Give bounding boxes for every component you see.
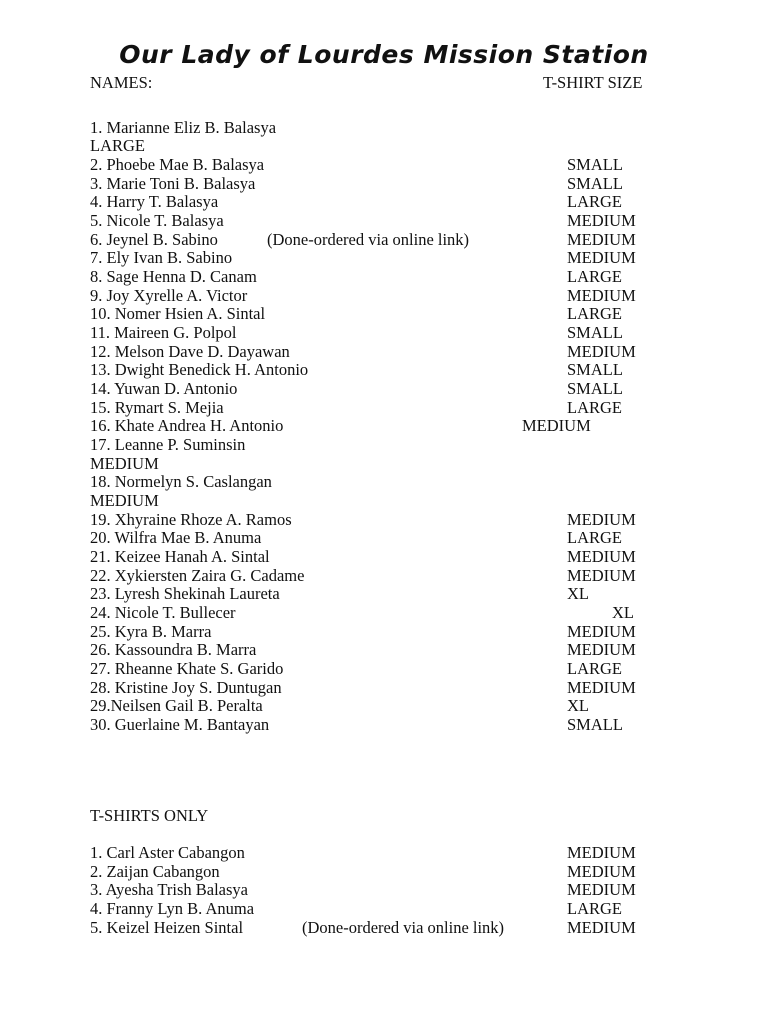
- roster-size: MEDIUM: [567, 640, 636, 659]
- roster-name: 18. Normelyn S. Caslangan: [90, 472, 272, 491]
- roster-size: LARGE: [90, 136, 145, 155]
- roster-size: MEDIUM: [567, 622, 636, 641]
- tshirt-size: MEDIUM: [567, 918, 636, 937]
- roster-size: SMALL: [567, 155, 623, 174]
- tshirt-size: MEDIUM: [567, 862, 636, 881]
- roster-name: 7. Ely Ivan B. Sabino: [90, 248, 233, 267]
- roster-size: MEDIUM: [90, 454, 159, 473]
- roster-size: MEDIUM: [567, 230, 636, 249]
- roster-size: LARGE: [567, 659, 622, 678]
- tshirt-name: 5. Keizel Heizen Sintal: [90, 918, 244, 937]
- roster-size: MEDIUM: [567, 566, 636, 585]
- roster-name: 25. Kyra B. Marra: [90, 622, 212, 641]
- roster-size: MEDIUM: [567, 510, 636, 529]
- roster-name: 26. Kassoundra B. Marra: [90, 640, 257, 659]
- roster-size: SMALL: [567, 379, 623, 398]
- roster-name: 30. Guerlaine M. Bantayan: [90, 715, 270, 734]
- roster-name: 27. Rheanne Khate S. Garido: [90, 659, 284, 678]
- tshirts-only-heading: T-SHIRTS ONLY: [90, 806, 209, 825]
- roster-name: 13. Dwight Benedick H. Antonio: [90, 360, 309, 379]
- roster-name: 2. Phoebe Mae B. Balasya: [90, 155, 265, 174]
- roster-name: 4. Harry T. Balasya: [90, 192, 219, 211]
- roster-name: 8. Sage Henna D. Canam: [90, 267, 257, 286]
- roster-name: 19. Xhyraine Rhoze A. Ramos: [90, 510, 292, 529]
- roster-name: 10. Nomer Hsien A. Sintal: [90, 304, 266, 323]
- roster-name: 17. Leanne P. Suminsin: [90, 435, 246, 454]
- roster-size: MEDIUM: [567, 547, 636, 566]
- roster-name: 11. Maireen G. Polpol: [90, 323, 237, 342]
- roster-name: 5. Nicole T. Balasya: [90, 211, 224, 230]
- roster-size: MEDIUM: [567, 342, 636, 361]
- roster-size: SMALL: [567, 174, 623, 193]
- roster-size: LARGE: [567, 528, 622, 547]
- roster-name: 22. Xykiersten Zaira G. Cadame: [90, 566, 305, 585]
- roster-name: 28. Kristine Joy S. Duntugan: [90, 678, 282, 697]
- roster-name: 15. Rymart S. Mejia: [90, 398, 224, 417]
- roster-name: 29.Neilsen Gail B. Peralta: [90, 696, 263, 715]
- tshirt-name: 1. Carl Aster Cabangon: [90, 843, 245, 862]
- roster-size: LARGE: [567, 267, 622, 286]
- roster-size: SMALL: [567, 323, 623, 342]
- roster-name: 12. Melson Dave D. Dayawan: [90, 342, 290, 361]
- roster-name: 9. Joy Xyrelle A. Victor: [90, 286, 248, 305]
- roster-name: 14. Yuwan D. Antonio: [90, 379, 238, 398]
- roster-size: SMALL: [567, 715, 623, 734]
- roster-size: LARGE: [567, 192, 622, 211]
- size-column-header: T-SHIRT SIZE: [543, 73, 643, 92]
- roster-name: 20. Wilfra Mae B. Anuma: [90, 528, 262, 547]
- roster-size: LARGE: [567, 398, 622, 417]
- roster-size: MEDIUM: [567, 678, 636, 697]
- names-column-header: NAMES:: [90, 73, 153, 92]
- tshirt-name: 4. Franny Lyn B. Anuma: [90, 899, 255, 918]
- roster-name: 1. Marianne Eliz B. Balasya: [90, 118, 277, 137]
- roster-size: MEDIUM: [567, 286, 636, 305]
- page-title: Our Lady of Lourdes Mission Station: [119, 40, 649, 69]
- tshirt-note: (Done-ordered via online link): [302, 918, 505, 937]
- roster-name: 24. Nicole T. Bullecer: [90, 603, 236, 622]
- roster-name: 23. Lyresh Shekinah Laureta: [90, 584, 280, 603]
- roster-size: SMALL: [567, 360, 623, 379]
- roster-name: 21. Keizee Hanah A. Sintal: [90, 547, 270, 566]
- roster-size: XL: [567, 696, 589, 715]
- roster-size: MEDIUM: [90, 491, 159, 510]
- tshirt-size: MEDIUM: [567, 843, 636, 862]
- roster-size: XL: [612, 603, 634, 622]
- tshirt-name: 3. Ayesha Trish Balasya: [90, 880, 248, 899]
- roster-name: 3. Marie Toni B. Balasya: [90, 174, 256, 193]
- roster-size: XL: [567, 584, 589, 603]
- roster-size: MEDIUM: [567, 211, 636, 230]
- roster-name: 16. Khate Andrea H. Antonio: [90, 416, 284, 435]
- roster-size: MEDIUM: [522, 416, 591, 435]
- roster-size: MEDIUM: [567, 248, 636, 267]
- tshirt-size: MEDIUM: [567, 880, 636, 899]
- tshirt-name: 2. Zaijan Cabangon: [90, 862, 220, 881]
- roster-size: LARGE: [567, 304, 622, 323]
- tshirt-size: LARGE: [567, 899, 622, 918]
- roster-note: (Done-ordered via online link): [267, 230, 470, 249]
- roster-name: 6. Jeynel B. Sabino: [90, 230, 218, 249]
